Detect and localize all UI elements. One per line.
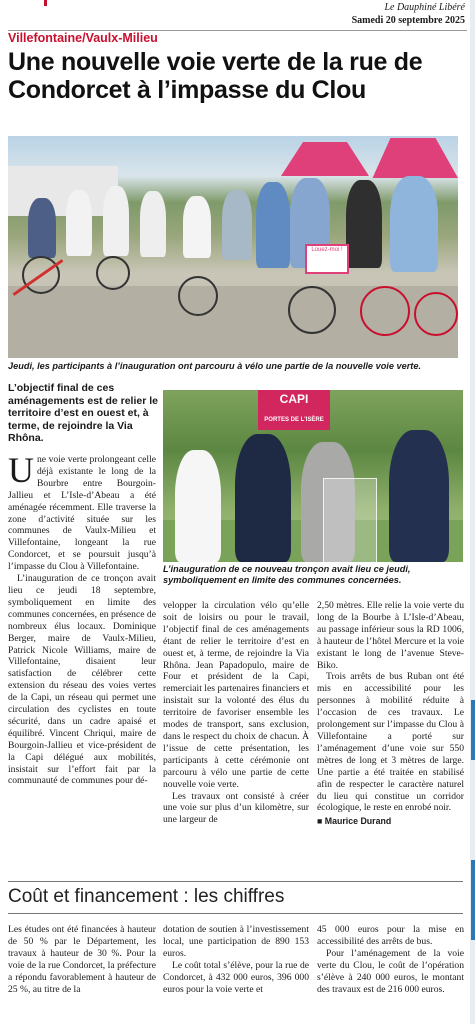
officials-photo: [163, 390, 463, 562]
box-text-3b: Pour l’aménagement de la voie verte du Clou, le coût de l’opération s’élève à 240 000 euros, le montant des travaux est de 216 000 euros.: [317, 947, 464, 995]
article-paragraph-1: ne voie verte prolongeant celle déjà existante le long de la Bourbre entre Bourgoin-Jallieu et L’Isle-d’Abeau a été aménagée récemment. Elle traverse la zone d’activité située sur les communes de Vaulx-Milieu et Villefontaine, longeant la rue Condorcet, et se poursuit jusqu’à l’impasse du Clou à Villefontaine.: [8, 454, 156, 573]
article-column-2: [163, 600, 309, 826]
publication-date: Samedi 20 septembre 2025: [351, 15, 465, 26]
article-column-1: [8, 450, 156, 787]
box-text-2a: dotation de soutien à l’investissement local, une participation de 890 153 euros.: [163, 924, 309, 959]
author-signature: ■ Maurice Durand: [317, 816, 392, 827]
adjacent-page-edge: [470, 0, 475, 1024]
box-title-rule: [8, 913, 463, 914]
photo-caption-2: L’inauguration de ce nouveau tronçon avait lieu ce jeudi, symboliquement en limite des communes concernées.: [163, 564, 411, 585]
article-paragraph-2: L’inauguration de ce tronçon avait lieu ce jeudi 18 septembre, symboliquement en limite des communes concernées, en présence de nombreux élus locaux. Dominique Berger, maire de Vaulx-Milieu, Patrick Nicole Williams, maire de Villefontaine, disaient leur satisfaction de célébrer cette extension du réseau des voies vertes de la Capi, un réseau qui permet une circulation des cyclistes en toute sécurité, dans un cadre apaisé et équilibré. Vincent Chriqui, maire de Bourgoin-Jallieu et vice-président de la Capi délégué aux mobilités, insistait sur l’effort fait par la communauté de communes pour dé-: [8, 573, 156, 787]
headline: Une nouvelle voie verte de la rue de Condorcet à l’impasse du Clou: [8, 48, 423, 104]
section-label: Villefontaine/Vaulx-Milieu: [8, 31, 158, 45]
box-text-2b: Le coût total s’élève, pour la rue de Condorcet, à 432 000 euros, 396 000 euros pour la voie verte et: [163, 959, 309, 995]
box-column-1: [8, 924, 156, 995]
box-text-3a: 45 000 euros pour la mise en accessibilité des arrêts de bus.: [317, 924, 464, 947]
box-title: Coût et financement : les chiffres: [8, 886, 285, 907]
publication-name: Le Dauphiné Libéré: [384, 2, 465, 13]
capi-banner: CAPI PORTES DE L'ISÈRE: [258, 390, 330, 430]
article-column-3: [317, 600, 464, 828]
rental-sign: Louez-moi !: [305, 244, 349, 274]
box-column-2: [163, 924, 309, 995]
article-paragraph-4: Les travaux ont consisté à créer une voie sur plus d’un kilomètre, sur une largeur de: [163, 790, 309, 826]
article-paragraph-5: 2,50 mètres. Elle relie la voie verte du long de la Bourbe à L’Isle-d’Abeau, au passage inférieur sous la RD 1006, à hauteur de l’hôtel Mercure et la voie existant le long de l’avenue Steve-Biko.: [317, 600, 464, 671]
box-top-rule: [8, 881, 463, 882]
podium: [323, 478, 377, 562]
masthead-accent: [44, 0, 47, 6]
cyclists-photo: [8, 136, 458, 358]
drop-cap: U: [8, 450, 34, 490]
box-column-3: [317, 924, 464, 995]
article-lead: L’objectif final de ces aménagements est de relier le territoire d’est en ouest et, à terme, de rejoindre la Via Rhôna.: [8, 382, 158, 445]
article-paragraph-3: velopper la circulation vélo qu’elle soit de loisirs ou pour le travail, l’objectif final de ces aménagements étant de relier le territoire d’est en ouest et, à terme, de rejoindre la Via Rhôna. Jean Papadopulo, maire de Four et président de la Capi, remerciait les partenaires financiers et insistait sur la volonté des élus du territoire de favoriser ensemble les modes de transport, sans exclusion, dans le respect du choix de chacun. À l’issue de cette présentation, les participants à cette cérémonie ont parcouru à vélo une partie de cette nouvelle voie verte.: [163, 600, 309, 790]
article-paragraph-6: Trois arrêts de bus Ruban ont été mis en accessibilité pour les personnes à mobilité réduite à l’occasion de ces travaux. Le prolongement sur l’impasse du Clou à Villefontaine a porté sur l’aménagement d’une voie sur 550 mètres de long et 3 mètres de large. Une partie a été traitée en stabilisé afin de respecter le caractère naturel du lieu qui constitue un corridor écologique, le reste en enrobé noir.: [317, 671, 464, 814]
box-text-1: Les études ont été financées à hauteur de 50 % par le Département, les travaux à hauteur de 30 %. Pour la voie de la rue Condorcet, la préfecture a répondu favorablement à hauteur de 25 %, au titre de la: [8, 924, 156, 995]
photo-caption-1: Jeudi, les participants à l’inauguration ont parcouru à vélo une partie de la nouvelle voie verte.: [8, 361, 422, 371]
